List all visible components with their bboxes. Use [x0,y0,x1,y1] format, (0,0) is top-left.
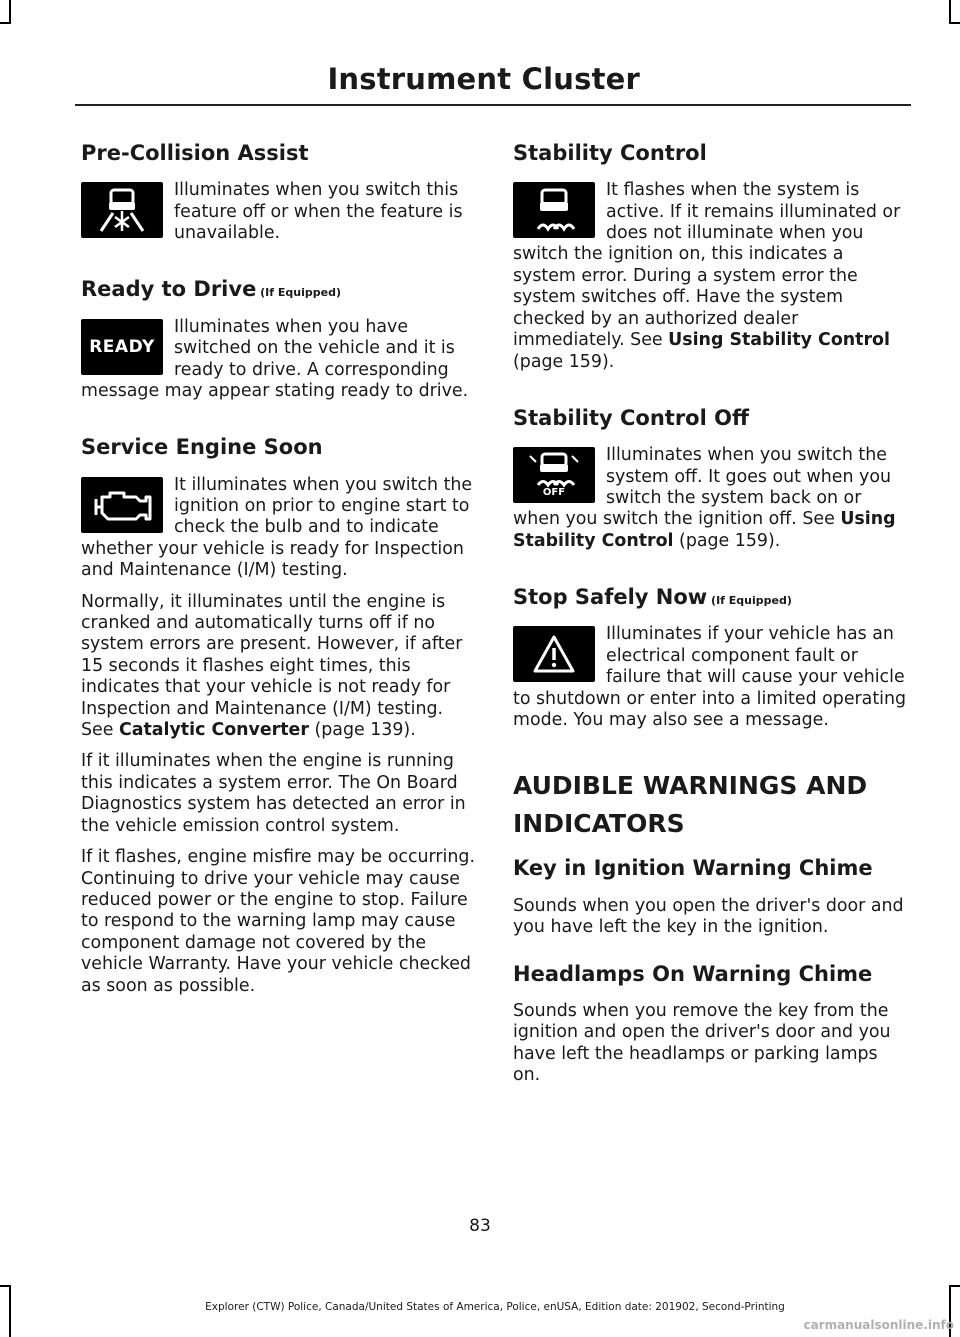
left-column [81,140,475,1019]
section-stability-control-off [513,405,907,562]
heading-headlamps-on-chime: Headlamps On Warning Chime [513,961,873,986]
audible-heading-line-2: INDICATORS [513,809,685,839]
heading-service-engine-soon: Service Engine Soon [81,435,323,460]
engine-text-2 [81,592,475,742]
section-key-in-ignition-chime [513,855,907,938]
warning-triangle-icon [513,626,595,682]
stability-text-a: It flashes when the system is active. If it remains illuminated or does not illuminate when you switch the ignition on, this indicates a system error. During a system error the system switches off. Have the system checked by an authorized dealer immediately. See [513,180,901,351]
engine-text-1: It illuminates when you switch the ignition on prior to engine start to check the bulb and to indicate whether your vehicle is ready for Inspection and Maintenance (I/M) testing. [81,474,473,581]
stability-control-off-icon [513,447,595,503]
heading-ready-to-drive [81,276,475,302]
page-header-title: Instrument Cluster [327,62,640,96]
check-engine-icon [81,477,163,533]
section-stability-control [513,140,907,383]
stability-control-icon [513,182,595,238]
stop-safely-text: Illuminates if your vehicle has an electrical component fault or failure that will cause your vehicle to shutdown or enter into a limited operating mode. You may also see a message. [513,624,907,731]
stability-text-b: (page 159). [513,351,615,372]
ready-icon-label: READY [89,336,155,357]
engine-text-2-a: Normally, it illuminates until the engine is cranked and automatically turns off if no system errors are present. However, if after 15 seconds it flashes eight times, this indicates that your vehicle is not ready for Inspection and Maintenance (I/M) testing. See [81,591,463,741]
ready-to-drive-text: Illuminates when you have switched on the vehicle and it is ready to drive. A corresponding message may appear stating ready to drive. [81,316,469,401]
audible-heading-line-1: AUDIBLE WARNINGS AND [513,771,868,801]
ready-icon [81,319,163,375]
key-in-ignition-chime-text: Sounds when you open the driver's door and you have left the key in the ignition. [513,895,904,938]
headlamps-on-chime-text: Sounds when you remove the key from the ignition and open the driver's door and you have left the headlamps or parking lamps on. [513,1000,891,1085]
stability-off-icon-label: OFF [542,487,566,499]
pre-collision-assist-text: Illuminates when you switch this feature off or when the feature is unavailable. [174,180,463,244]
heading-stability-control-off: Stability Control Off [513,405,749,430]
page-number: 83 [469,1216,491,1236]
stability-off-text-a: Illuminates when you switch the system off. It goes out when you switch the system back on or when you switch the ignition off. See [513,445,891,530]
heading-key-in-ignition-chime: Key in Ignition Warning Chime [513,856,873,881]
section-audible-warnings [513,771,907,839]
section-service-engine-soon [81,434,475,997]
footer-edition-info: Explorer (CTW) Police, Canada/United States of America, Police, enUSA, Edition date: 201902, Second-Printing [205,1301,785,1313]
ready-heading-text: Ready to Drive [81,277,257,302]
engine-text-3: If it illuminates when the engine is running this indicates a system error. The On Board Diagnostics system has detected an error in the vehicle emission control system. [81,751,466,836]
using-stability-control-link-2[interactable]: Using Stability Control [513,509,896,551]
ready-heading-if-equipped: (If Equipped) [256,286,341,300]
stop-safely-heading-if-equipped: (If Equipped) [707,594,792,608]
crop-mark-bottom-right-h [949,1285,960,1287]
pre-collision-assist-icon [81,182,163,238]
heading-stop-safely-now [513,584,907,610]
stop-safely-heading-text: Stop Safely Now [513,585,708,610]
engine-text-2-b: (page 139). [308,720,416,741]
heading-pre-collision-assist: Pre-Collision Assist [81,141,309,165]
engine-text-4: If it flashes, engine misfire may be occurring. Continuing to drive your vehicle may cause reduced power or the engine to stop. Failure to respond to the warning lamp may cause component damage not covered by the vehicle Warranty. Have your vehicle checked as soon as possible. [81,847,475,996]
watermark: carmanualsonline.info [803,1318,954,1332]
crop-mark-top-left-h [0,22,11,24]
header-rule [75,104,911,106]
crop-mark-top-right [949,0,951,22]
stability-off-text-b: (page 159). [673,530,781,551]
catalytic-converter-link[interactable]: Catalytic Converter [118,720,309,741]
using-stability-control-link-1[interactable]: Using Stability Control [668,330,890,351]
right-column [513,140,907,1108]
heading-audible-warnings [513,771,907,839]
crop-mark-top-left [9,0,11,22]
section-ready-to-drive [81,276,475,412]
section-headlamps-on-chime [513,961,907,1087]
crop-mark-top-right-h [949,22,960,24]
section-stop-safely-now [513,584,907,741]
heading-stability-control: Stability Control [513,141,707,165]
crop-mark-bottom-left-h [0,1285,11,1287]
section-pre-collision-assist [81,140,475,254]
